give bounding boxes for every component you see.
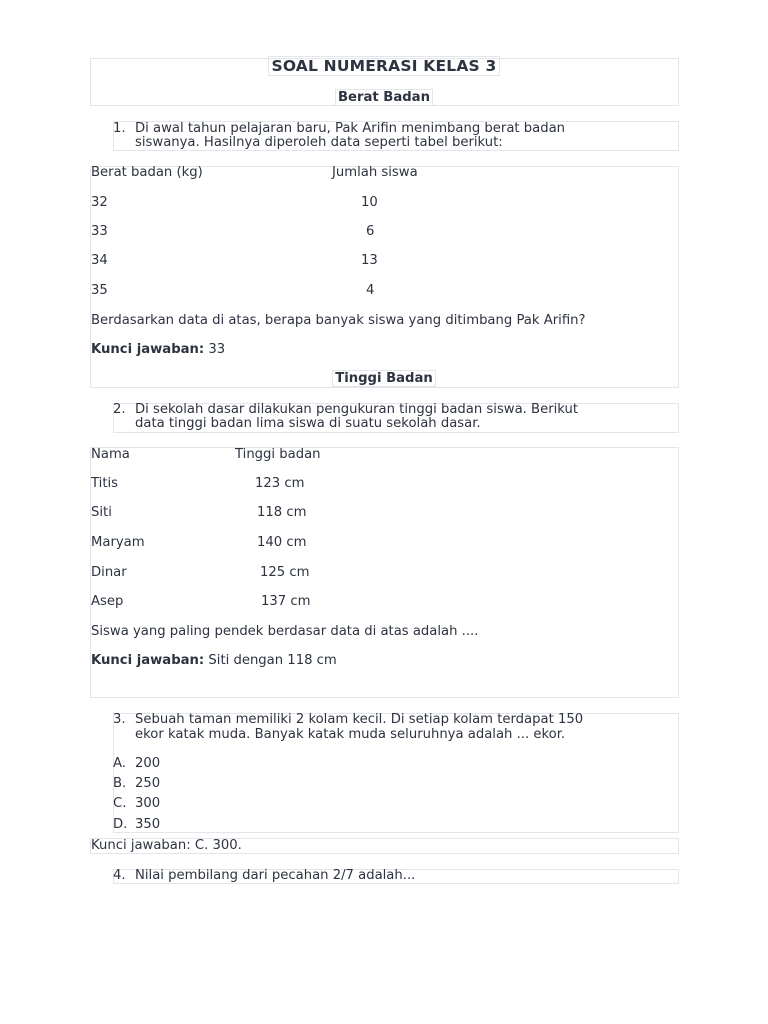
q3-option-c: C. 300 (113, 796, 161, 811)
q1-col-header-2: Jumlah siswa (332, 165, 418, 180)
q2-row-3-height: 140 cm (257, 535, 307, 550)
section-title-tinggi (0, 371, 768, 386)
q1-col-header-1: Berat badan (kg) (91, 165, 203, 180)
q2-col-header-2: Tinggi badan (235, 447, 321, 462)
q2-row-4-height: 125 cm (260, 565, 310, 580)
q3-line1: 3. Sebuah taman memiliki 2 kolam kecil. Di setiap kolam terdapat 150 (113, 712, 584, 727)
page-title (0, 59, 768, 74)
q1-answer-key (91, 342, 225, 357)
q2-row-2-name: Siti (91, 505, 112, 520)
q2-row-1-height: 123 cm (255, 476, 305, 491)
q3-option-b: B. 250 (113, 776, 161, 791)
section-title-berat (0, 90, 768, 105)
q1-key-label: Kunci jawaban: (91, 342, 205, 357)
q1-question: Berdasarkan data di atas, berapa banyak siswa yang ditimbang Pak Arifin? (91, 313, 586, 328)
q2-key-value: Siti dengan 118 cm (208, 653, 337, 668)
q1-row-3-weight: 34 (91, 253, 108, 268)
q2-number: 2. (113, 402, 126, 417)
q1-row-1-count: 10 (361, 195, 378, 210)
q1-line2: siswanya. Hasilnya diperoleh data seperti tabel berikut: (135, 135, 503, 150)
q2-key-label: Kunci jawaban: (91, 653, 205, 668)
q2-row-5-name: Asep (91, 594, 124, 609)
q2-row-5-height: 137 cm (261, 594, 311, 609)
q1-row-4-weight: 35 (91, 283, 108, 298)
q2-line1: 2. Di sekolah dasar dilakukan pengukuran tinggi badan siswa. Berikut (113, 402, 579, 417)
q2-line2: data tinggi badan lima siswa di suatu sekolah dasar. (135, 416, 481, 431)
q4-line1: 4. Nilai pembilang dari pecahan 2/7 adalah... (113, 868, 416, 883)
q1-line1: 1. Di awal tahun pelajaran baru, Pak Arifin menimbang berat badan (113, 121, 566, 136)
q3-number: 3. (113, 712, 126, 727)
q2-question: Siswa yang paling pendek berdasar data di atas adalah .... (91, 624, 479, 639)
q3-answer-key: Kunci jawaban: C. 300. (91, 838, 242, 853)
q2-row-4-name: Dinar (91, 565, 127, 580)
section-title-berat-text: Berat Badan (335, 89, 433, 106)
q1-key-value: 33 (208, 342, 226, 357)
section-title-tinggi-text: Tinggi Badan (332, 370, 436, 387)
q4-number: 4. (113, 868, 126, 883)
q2-row-1-name: Titis (91, 476, 119, 491)
q2-row-2-height: 118 cm (257, 505, 307, 520)
q3-option-a: A. 200 (113, 756, 161, 771)
q1-row-2-weight: 33 (91, 224, 108, 239)
page-title-text: SOAL NUMERASI KELAS 3 (268, 56, 499, 76)
q1-number: 1. (113, 121, 126, 136)
q3-line2: ekor katak muda. Banyak katak muda seluruhnya adalah ... ekor. (135, 727, 566, 742)
q1-row-3-count: 13 (361, 253, 378, 268)
q2-answer-key (91, 653, 337, 668)
q1-row-1-weight: 32 (91, 195, 108, 210)
q1-row-4-count: 4 (366, 283, 375, 298)
q3-option-d: D. 350 (113, 817, 161, 832)
q2-col-header-1: Nama (91, 447, 130, 462)
q2-row-3-name: Maryam (91, 535, 145, 550)
q1-row-2-count: 6 (366, 224, 375, 239)
